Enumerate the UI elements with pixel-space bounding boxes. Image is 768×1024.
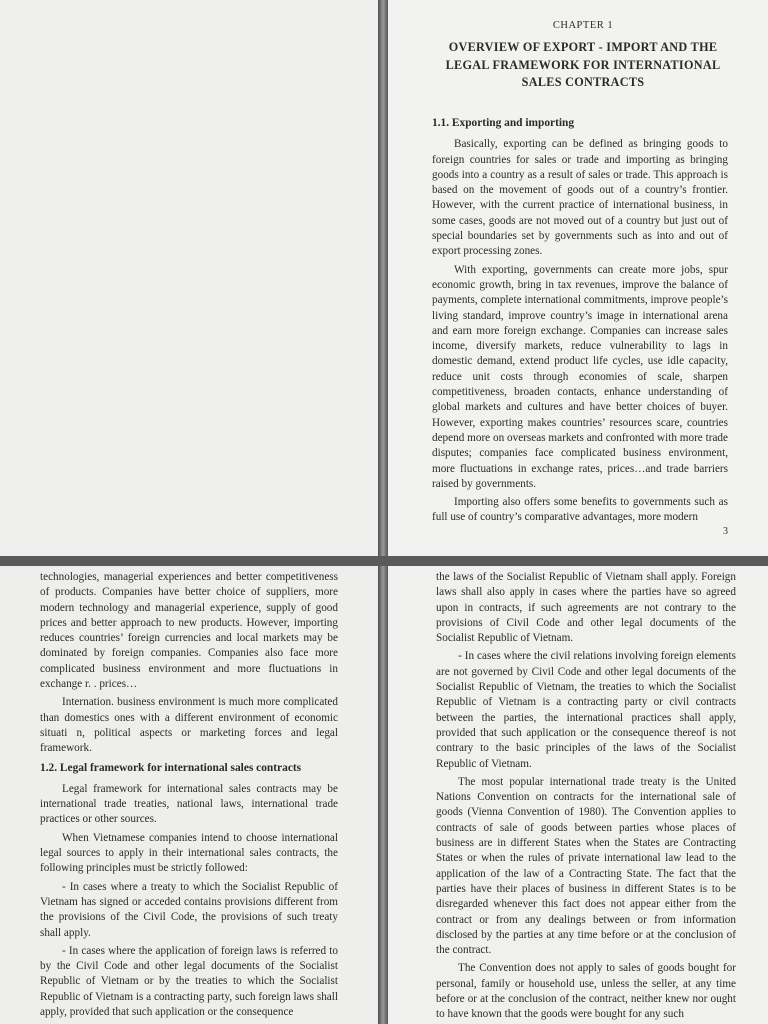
- page-top-right: [388, 0, 768, 556]
- page-bottom-right: [388, 566, 768, 1024]
- paragraph: Legal framework for international sales contracts may be international trade treaties, national laws, international trade practices or other sources.: [40, 782, 338, 826]
- paragraph: The most popular international trade treaty is the United Nations Convention on contracts for the international sale of goods (Vienna Convention of 1980). The Convention applies to contracts of sale of goods between parties whose places of business are in different States when the States are Contracting States or when the rules of private international law lead to the application of the law of a Contracting State. The fact that the parties have their places of business in different States is to be disregarded whenever this fact does not appear either from the contract or from any dealings between or from information disclosed by the parties at any time before or at the conclusion of the contract.: [436, 775, 736, 957]
- page-body: [40, 570, 338, 1023]
- paragraph: technologies, managerial experiences and better competitiveness of products. Companies have better choice of suppliers, more modern technology and managerial experience, supply of good prices and better approach to new products. However, importing reduces countries’ foreign currencies and local markets may be dominated by foreign companies. Companies also face more complicated business environment and more fluctuations in exchange r. . prices…: [40, 571, 338, 691]
- page-bottom-left: [0, 566, 378, 1024]
- paragraph: - In cases where the application of foreign laws is referred to by the Civil Code and other legal documents of the Socialist Republic of Vietnam or by the treaties to which the Socialist Republic of Vietnam is a contracting party, such foreign laws shall apply, provided that such application or the consequence: [40, 944, 338, 1019]
- section-heading: 1.2. Legal framework for international sales contracts: [40, 761, 302, 774]
- paragraph: - In cases where a treaty to which the Socialist Republic of Vietnam has signed or acceded contains provisions different from the provisions of the Civil Code, the provisions of such treaty shall apply.: [40, 880, 338, 939]
- chapter-label: CHAPTER 1: [552, 20, 614, 31]
- paragraph: With exporting, governments can create more jobs, spur economic growth, bring in tax revenues, improve the balance of payments, complete international commitments, improve people’s living standard, improve country’s image in international arena and earn more foreign exchange. Companies can increase sales income, diversify markets, reduce vulnerability to lags in domestic demand, extend product life cycles, use idle capacity, reduce unit costs through economies of scale, sharpen competitiveness, broaden contacts, enhance understanding of global markets and cultures and have better choices of buyer. However, exporting makes countries’ resources scare, countries depend more on overseas markets and confronted with more trade disputes; companies face complicated business environment, more fluctuations in exchange rates, prices…and trade barriers raised by governments.: [432, 263, 728, 490]
- chapter-title-line: SALES CONTRACTS: [521, 75, 645, 89]
- chapter-header: [428, 20, 738, 92]
- page-body: [432, 112, 728, 529]
- chapter-title-line: LEGAL FRAMEWORK FOR INTERNATIONAL: [445, 57, 721, 72]
- chapter-title: [428, 39, 738, 92]
- book-spine: [378, 0, 388, 1024]
- blank-page-top-left: [0, 0, 378, 556]
- paragraph: - In cases where the civil relations involving foreign elements are not governed by Civil Code and other legal documents of the Socialist Republic of Vietnam, the treaties to which the Socialist Republic of Vietnam is a contracting party or civil contracts between the parties, the international practices shall apply, provided that such application or the consequence thereof is not contrary to the basic principles of the laws of the Socialist Republic of Vietnam.: [436, 650, 736, 770]
- paragraph: Internation. business environment is much more complicated than domestics ones with a different environment of economic situati n, political aspects or marketing forces and legal framework.: [40, 696, 338, 755]
- paragraph: the laws of the Socialist Republic of Vietnam shall apply. Foreign laws shall also apply in cases where the parties have so agreed upon in contracts, if such agreements are not contrary to the provisions of Civil Code and other legal documents of the Socialist Republic of Vietnam.: [436, 571, 736, 645]
- chapter-title-line: OVERVIEW OF EXPORT - IMPORT AND THE: [448, 40, 718, 54]
- paragraph: When Vietnamese companies intend to choose international legal sources to apply in their international sales contracts, the following principles must be strictly followed:: [40, 831, 338, 875]
- paragraph: Importing also offers some benefits to governments such as full use of country’s comparative advantages, more modern: [432, 496, 728, 524]
- page-body: [436, 570, 736, 1024]
- scan-gap: [0, 556, 768, 566]
- paragraph: Basically, exporting can be defined as bringing goods to foreign countries for sales or trade and importing as bringing goods into a country as a result of sales or trade. This approach is based on the movement of goods out of a country’s frontier. However, with the current practice of international business, in some cases, goods are not moved out of a country but just out of special boundaries set by governments such as into and out of export processing zones.: [432, 138, 728, 258]
- section-heading: 1.1. Exporting and importing: [432, 117, 575, 129]
- page-number: 3: [723, 526, 728, 537]
- paragraph: The Convention does not apply to sales of goods bought for personal, family or household use, unless the seller, at any time before or at the conclusion of the contract, neither knew nor ought to have known that the goods were bought for any such: [436, 962, 736, 1021]
